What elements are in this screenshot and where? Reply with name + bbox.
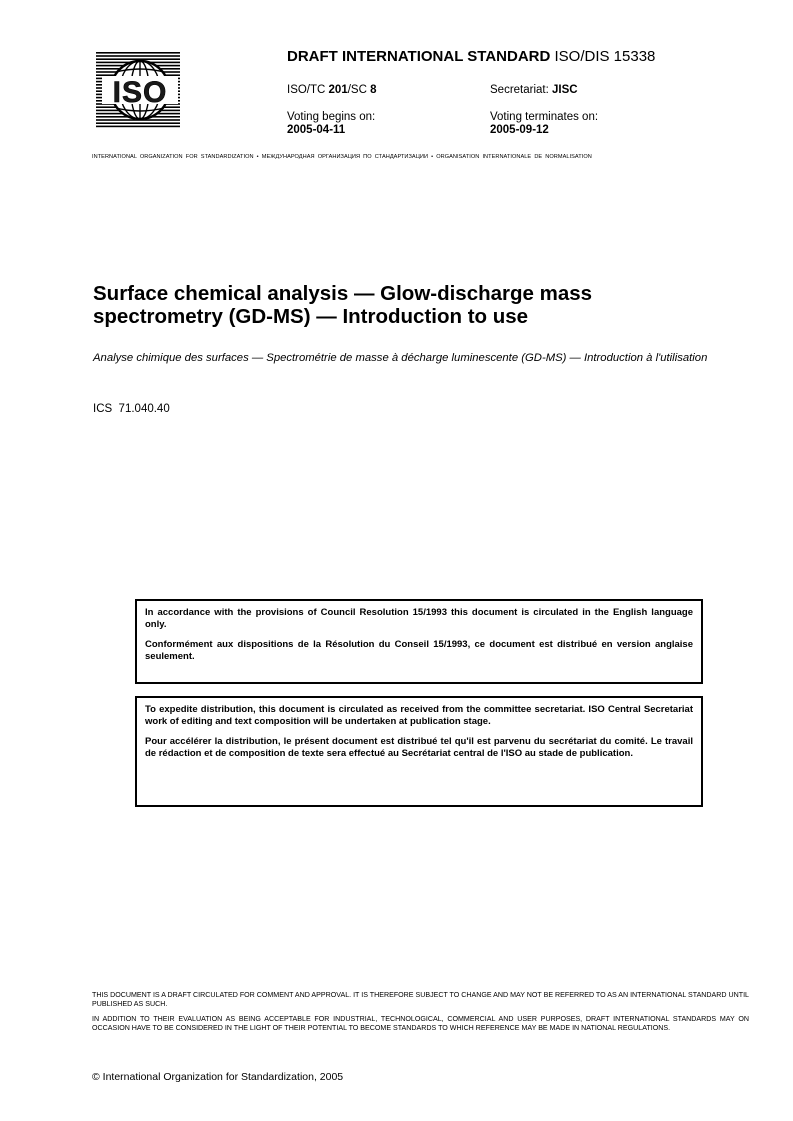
distribution-notice-en: To expedite distribution, this document is circulated as received from the committee secretariat. ISO Central Secretariat work of editing and text composition will be undertaken at publication stage. bbox=[145, 704, 693, 727]
svg-text:ISO: ISO bbox=[112, 76, 168, 109]
voting-terminates-date: 2005-09-12 bbox=[490, 124, 549, 136]
committee-separator: /SC bbox=[347, 84, 371, 96]
distribution-notice-box bbox=[135, 696, 703, 807]
regulations-disclaimer: IN ADDITION TO THEIR EVALUATION AS BEING ACCEPTABLE FOR INDUSTRIAL, TECHNOLOGICAL, COMMERCIAL AND USER PURPOSES, DRAFT INTERNATIONAL STANDARDS MAY ON OCCASION HAVE TO BE CONSIDERED IN THE LIGHT OF THEIR POTENTIAL TO BECOME STANDARDS TO WHICH REFERENCE MAY BE MADE IN NATIONAL REGULATIONS. bbox=[92, 1015, 749, 1032]
document-type: DRAFT INTERNATIONAL STANDARD bbox=[287, 48, 551, 65]
page-title: Surface chemical analysis — Glow-discharge mass spectrometry (GD-MS) — Introduction to use bbox=[93, 282, 593, 328]
language-notice-box bbox=[135, 599, 703, 684]
ics-code: ICS 71.040.40 bbox=[93, 403, 170, 415]
language-notice-en: In accordance with the provisions of Council Resolution 15/1993 this document is circulated in the English language only. bbox=[145, 607, 693, 630]
committee-prefix: ISO/TC bbox=[287, 84, 329, 96]
document-number: ISO/DIS 15338 bbox=[554, 48, 656, 65]
secretariat-value: JISC bbox=[552, 84, 578, 96]
committee-reference bbox=[287, 84, 377, 97]
voting-begins-date: 2005-04-11 bbox=[287, 124, 346, 136]
distribution-notice-fr: Pour accélérer la distribution, le présent document est distribué tel qu'il est parvenu du secrétariat du comité. Le travail de rédaction et de composition de texte sera effectué au Secrétariat central de l'ISO au stade de publication. bbox=[145, 736, 693, 759]
voting-begins-label: Voting begins on: bbox=[287, 111, 376, 123]
committee-sc: 8 bbox=[370, 84, 377, 96]
french-title: Analyse chimique des surfaces — Spectrométrie de masse à décharge luminescente (GD-MS) — Introduction à l'utilisation bbox=[93, 352, 708, 364]
draft-disclaimer: THIS DOCUMENT IS A DRAFT CIRCULATED FOR COMMENT AND APPROVAL. IT IS THEREFORE SUBJECT TO CHANGE AND MAY NOT BE REFERRED TO AS AN INTERNATIONAL STANDARD UNTIL PUBLISHED AS SUCH. bbox=[92, 991, 749, 1008]
language-notice-fr: Conformément aux dispositions de la Résolution du Conseil 15/1993, ce document est distribué en version anglaise seulement. bbox=[145, 639, 693, 662]
secretariat-label: Secretariat: bbox=[490, 84, 552, 96]
iso-logo-icon bbox=[96, 52, 180, 128]
copyright-notice: © International Organization for Standardization, 2005 bbox=[92, 1071, 344, 1083]
committee-tc: 201 bbox=[328, 84, 348, 96]
organization-names-line: INTERNATIONAL ORGANIZATION FOR STANDARDIZATION • МЕЖДУНАРОДНАЯ ОРГАНИЗАЦИЯ ПО СТАНДАРТИЗАЦИИ • ORGANISATION INTERNATIONALE DE NORMALISATION bbox=[92, 154, 592, 160]
document-type-heading bbox=[287, 48, 655, 65]
voting-terminates-label: Voting terminates on: bbox=[490, 111, 599, 123]
secretariat bbox=[490, 84, 578, 97]
